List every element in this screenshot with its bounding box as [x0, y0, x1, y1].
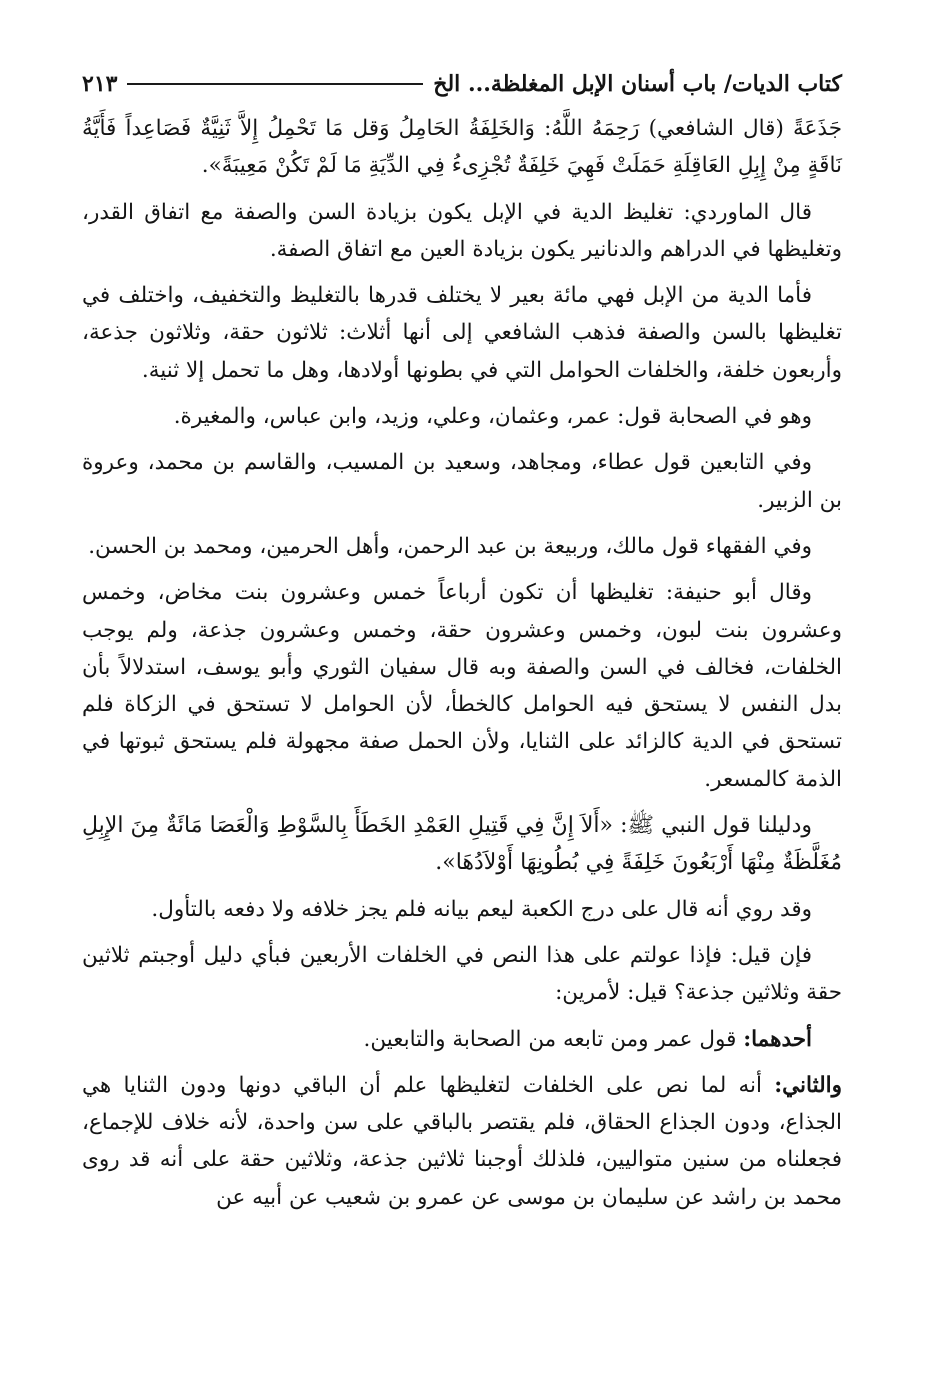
paragraph-text: وفي التابعين قول عطاء، ومجاهد، وسعيد بن المسيب، والقاسم بن محمد، وعروة بن الزبير. [82, 450, 842, 513]
paragraph-lead: أحدهما: [743, 1026, 812, 1052]
paragraph-text: وقال أبو حنيفة: تغليظها أن تكون أرباعاً خمس وعشرون بنت مخاض، وخمس وعشرون بنت لبون، وخمس وعشرون حقة، وخمس وعشرون جذعة، ولم يوجب الخلفات، فخالف في السن والصفة وبه قال سفيان الثوري وأبو يوسف، استدلالاً بأن بدل النفس لا يستحق فيه الحوامل كالخطأ، لأن الحوامل لا تستحق في الزكاة فلم تستحق في الدية كالزائد على الثنايا، ولأن الحمل صفة مجهولة فلم يستحق ثبوتها في الذمة كالمسعر. [82, 580, 842, 792]
paragraph-text: قول عمر ومن تابعه من الصحابة والتابعين. [363, 1026, 744, 1052]
book-page [82, 64, 842, 1225]
paragraph-12 [82, 1067, 842, 1216]
paragraph-9 [82, 891, 842, 928]
paragraph-4 [82, 398, 842, 435]
paragraph-8-hadith [82, 807, 842, 882]
paragraph-2 [82, 194, 842, 269]
paragraph-6 [82, 528, 842, 565]
paragraph-lead: والثاني: [774, 1072, 842, 1098]
paragraph-text: قال الماوردي: تغليظ الدية في الإبل يكون بزيادة السن والصفة مع اتفاق القدر، وتغليظها في الدراهم والدنانير يكون بزيادة العين مع اتفاق الصفة. [82, 199, 842, 262]
paragraph-text: ودليلنا قول النبي ﷺ: «أَلاَ إِنَّ فِي قَتِيلِ العَمْدِ الخَطَأَ بِالسَّوْطِ وَالْعَصَا مَائَةٌ مِنَ الإِبِلِ مُغَلَّظَةٌ مِنْهَا أَرْبَعُونَ خَلِفَةً فِي بُطُونِهَا أَوْلاَدُهَا». [82, 813, 842, 876]
paragraph-text: وهو في الصحابة قول: عمر، وعثمان، وعلي، وزيد، وابن عباس، والمغيرة. [173, 404, 812, 430]
paragraph-text: جَذَعَةً (قال الشافعي) رَحِمَهُ اللَّهُ: وَالخَلِفَةُ الحَامِلُ وَقل مَا تَحْمِلُ إِلاَّ ثَنِيَّةٌ فَصَاعِداً فَأَيَّةُ نَاقَةٍ مِنْ إِبِلِ العَاقِلَةِ حَمَلَتْ فَهِيَ خَلِفَةٌ تُجْزِىءُ فِي الدِّيَةِ مَا لَمْ تَكُنْ مَعِيبَةً». [82, 116, 842, 179]
paragraph-10 [82, 937, 842, 1012]
paragraph-11 [82, 1021, 842, 1058]
paragraph-text: وفي الفقهاء قول مالك، وربيعة بن عبد الرحمن، وأهل الحرمين، ومحمد بن الحسن. [88, 533, 812, 559]
page-header [82, 64, 842, 104]
paragraph-7 [82, 574, 842, 798]
paragraph-text: أنه لما نص على الخلفات لتغليظها علم أن الباقي دونها ودون الثنايا هي الجذاع، ودون الجذاع الحقاق، فلم يقتصر بالباقي على سن واحدة، لأنه خلاف للإجماع، فجعلناه من سنين متواليين، فلذلك أوجبنا ثلاثين جذعة، وثلاثين حقة على أنه قد روى محمد بن راشد عن سليمان بن موسى عن عمرو بن شعيب عن أبيه عن [82, 1072, 842, 1210]
paragraph-5 [82, 444, 842, 519]
paragraph-text: فأما الدية من الإبل فهي مائة بعير لا يختلف قدرها بالتغليظ والتخفيف، واختلف في تغليظها بالسن والصفة فذهب الشافعي إلى أنها أثلاث: ثلاثون حقة، وثلاثون جذعة، وأربعون خلفة، والخلفات الحوامل التي في بطونها أولادها، وهل ما تحمل إلا ثنية. [82, 283, 842, 383]
header-rule [127, 83, 423, 85]
paragraph-3 [82, 277, 842, 389]
page-number: ٢١٣ [82, 71, 118, 97]
paragraph-text: وقد روي أنه قال على درج الكعبة ليعم بيانه فلم يجز خلافه ولا دفعه بالتأول. [151, 896, 812, 922]
page-body [82, 110, 842, 1216]
running-title: كتاب الديات/ باب أسنان الإبل المغلظة... الخ [433, 71, 842, 97]
paragraph-1 [82, 110, 842, 185]
paragraph-text: فإن قيل: فإذا عولتم على هذا النص في الخلفات الأربعين فبأي دليل أوجبتم ثلاثين حقة وثلاثين جذعة؟ قيل: لأمرين: [82, 942, 842, 1006]
